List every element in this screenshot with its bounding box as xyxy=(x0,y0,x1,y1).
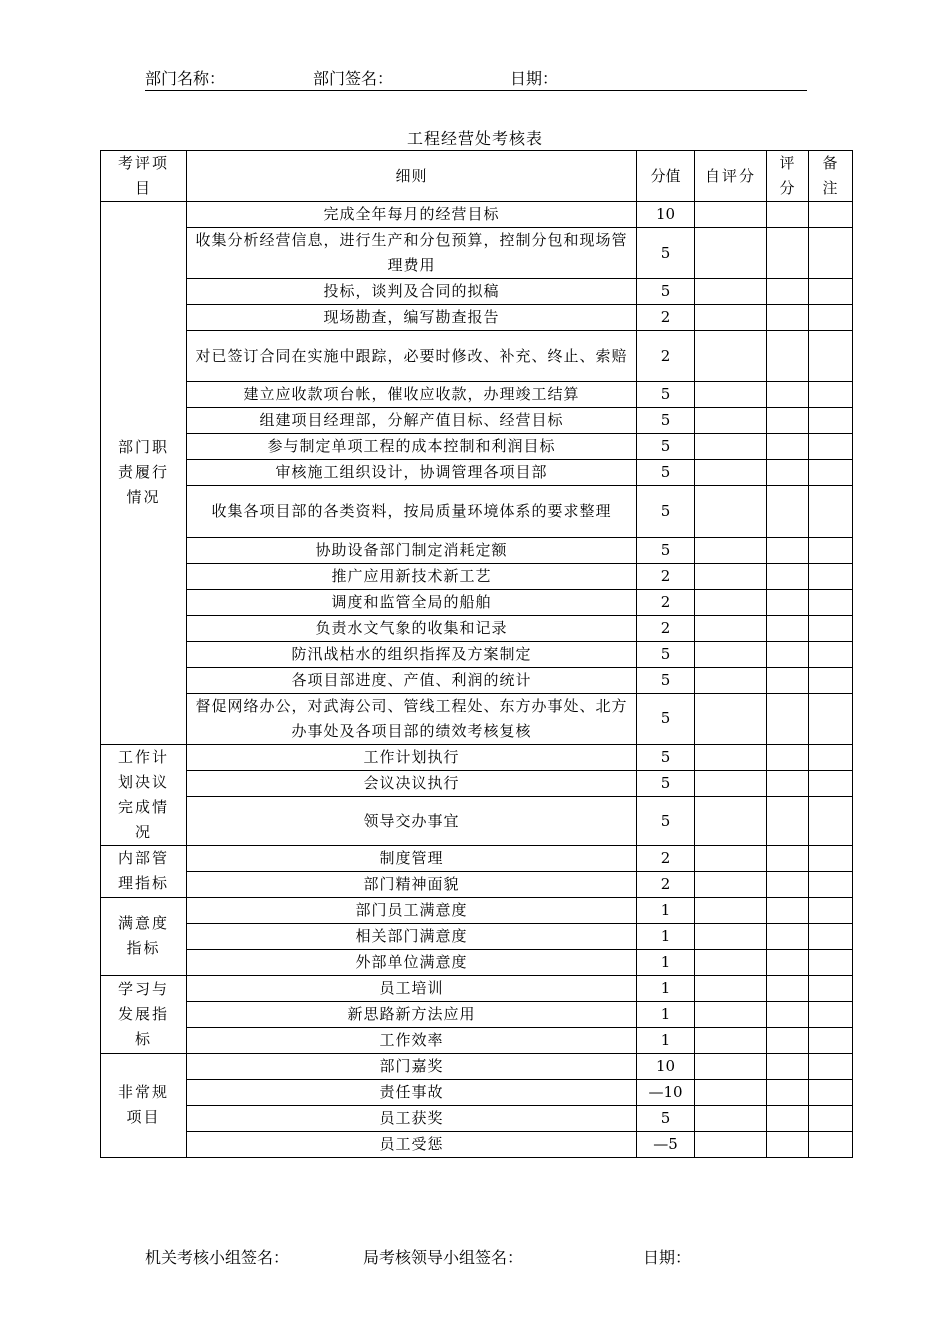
col-header-category: 考评项目 xyxy=(101,151,187,202)
table-row xyxy=(101,1053,853,1079)
footer-line xyxy=(145,1245,845,1269)
remark-cell[interactable] xyxy=(809,845,853,871)
remark-cell[interactable] xyxy=(809,279,853,305)
col-header-remark: 备注 xyxy=(809,151,853,202)
self-score-cell[interactable] xyxy=(695,845,767,871)
category-cell: 非常规项目 xyxy=(101,1053,187,1157)
table-row xyxy=(101,460,853,486)
rating-cell[interactable] xyxy=(767,797,809,846)
rating-cell[interactable] xyxy=(767,305,809,331)
table-row xyxy=(101,949,853,975)
table-row xyxy=(101,434,853,460)
rating-cell[interactable] xyxy=(767,949,809,975)
rating-cell[interactable] xyxy=(767,434,809,460)
self-score-cell[interactable] xyxy=(695,771,767,797)
detail-cell: 收集各项目部的各类资料，按局质量环境体系的要求整理 xyxy=(187,486,637,537)
remark-cell[interactable] xyxy=(809,949,853,975)
detail-cell: 员工受惩 xyxy=(187,1131,637,1157)
rating-cell[interactable] xyxy=(767,563,809,589)
remark-cell[interactable] xyxy=(809,331,853,382)
remark-cell[interactable] xyxy=(809,228,853,279)
score-cell: 10 xyxy=(637,1053,695,1079)
detail-cell: 责任事故 xyxy=(187,1079,637,1105)
remark-cell[interactable] xyxy=(809,1027,853,1053)
rating-cell[interactable] xyxy=(767,871,809,897)
self-score-cell[interactable] xyxy=(695,1079,767,1105)
rating-cell[interactable] xyxy=(767,975,809,1001)
table-row xyxy=(101,537,853,563)
self-score-cell[interactable] xyxy=(695,228,767,279)
score-cell: 1 xyxy=(637,1001,695,1027)
remark-cell[interactable] xyxy=(809,486,853,537)
detail-cell: 参与制定单项工程的成本控制和利润目标 xyxy=(187,434,637,460)
page-title: 工程经营处考核表 xyxy=(406,129,543,148)
self-score-cell[interactable] xyxy=(695,871,767,897)
detail-cell: 制度管理 xyxy=(187,845,637,871)
detail-cell: 协助设备部门制定消耗定额 xyxy=(187,537,637,563)
self-score-cell[interactable] xyxy=(695,797,767,846)
remark-cell[interactable] xyxy=(809,641,853,667)
dept-sign-label: 部门签名： xyxy=(313,69,394,88)
self-score-cell[interactable] xyxy=(695,279,767,305)
detail-cell: 部门员工满意度 xyxy=(187,897,637,923)
score-cell: 2 xyxy=(637,331,695,382)
remark-cell[interactable] xyxy=(809,871,853,897)
self-score-cell[interactable] xyxy=(695,305,767,331)
score-cell: 5 xyxy=(637,228,695,279)
table-row xyxy=(101,845,853,871)
category-cell: 学习与发展指标 xyxy=(101,975,187,1053)
table-row xyxy=(101,641,853,667)
table-row xyxy=(101,202,853,228)
table-row xyxy=(101,975,853,1001)
table-row xyxy=(101,279,853,305)
self-score-cell[interactable] xyxy=(695,975,767,1001)
score-cell: 5 xyxy=(637,279,695,305)
rating-cell[interactable] xyxy=(767,382,809,408)
score-cell: 5 xyxy=(637,744,695,770)
remark-cell[interactable] xyxy=(809,975,853,1001)
rating-cell[interactable] xyxy=(767,1027,809,1053)
remark-cell[interactable] xyxy=(809,537,853,563)
rating-cell[interactable] xyxy=(767,1001,809,1027)
table-row xyxy=(101,797,853,846)
self-score-cell[interactable] xyxy=(695,923,767,949)
col-header-self-score: 自评分 xyxy=(695,151,767,202)
table-row xyxy=(101,228,853,279)
self-score-cell[interactable] xyxy=(695,744,767,770)
table-header-row xyxy=(101,151,853,202)
table-row xyxy=(101,615,853,641)
score-cell: 2 xyxy=(637,305,695,331)
score-cell: 2 xyxy=(637,871,695,897)
rating-cell[interactable] xyxy=(767,744,809,770)
self-score-cell[interactable] xyxy=(695,1027,767,1053)
score-cell: 1 xyxy=(637,1027,695,1053)
rating-cell[interactable] xyxy=(767,615,809,641)
score-cell: 5 xyxy=(637,641,695,667)
detail-cell: 推广应用新技术新工艺 xyxy=(187,563,637,589)
self-score-cell[interactable] xyxy=(695,667,767,693)
detail-cell: 外部单位满意度 xyxy=(187,949,637,975)
self-score-cell[interactable] xyxy=(695,486,767,537)
score-cell: 5 xyxy=(637,434,695,460)
score-cell: 5 xyxy=(637,460,695,486)
score-cell: 10 xyxy=(637,202,695,228)
col-header-score: 分值 xyxy=(637,151,695,202)
remark-cell[interactable] xyxy=(809,1131,853,1157)
col-header-detail: 细则 xyxy=(187,151,637,202)
self-score-cell[interactable] xyxy=(695,1053,767,1079)
dept-name-label: 部门名称： xyxy=(145,69,226,88)
self-score-cell[interactable] xyxy=(695,563,767,589)
date-label: 日期： xyxy=(510,69,559,88)
detail-cell: 领导交办事宜 xyxy=(187,797,637,846)
table-row xyxy=(101,408,853,434)
table-row xyxy=(101,1001,853,1027)
table-row xyxy=(101,1027,853,1053)
score-cell: 5 xyxy=(637,486,695,537)
self-score-cell[interactable] xyxy=(695,949,767,975)
remark-cell[interactable] xyxy=(809,460,853,486)
table-row xyxy=(101,305,853,331)
detail-cell: 对已签订合同在实施中跟踪，必要时修改、补充、终止、索赔 xyxy=(187,331,637,382)
table-row xyxy=(101,1079,853,1105)
table-row xyxy=(101,1131,853,1157)
rating-cell[interactable] xyxy=(767,1131,809,1157)
assessment-table xyxy=(100,150,853,1158)
rating-cell[interactable] xyxy=(767,1053,809,1079)
self-score-cell[interactable] xyxy=(695,1001,767,1027)
self-score-cell[interactable] xyxy=(695,897,767,923)
score-cell: 1 xyxy=(637,975,695,1001)
table-row xyxy=(101,693,853,744)
score-cell: 2 xyxy=(637,845,695,871)
category-cell: 满意度指标 xyxy=(101,897,187,975)
detail-cell: 工作效率 xyxy=(187,1027,637,1053)
category-cell: 工作计划决议完成情况 xyxy=(101,744,187,845)
rating-cell[interactable] xyxy=(767,641,809,667)
score-cell: 5 xyxy=(637,408,695,434)
remark-cell[interactable] xyxy=(809,615,853,641)
rating-cell[interactable] xyxy=(767,771,809,797)
remark-cell[interactable] xyxy=(809,1053,853,1079)
table-row xyxy=(101,667,853,693)
self-score-cell[interactable] xyxy=(695,537,767,563)
table-row xyxy=(101,563,853,589)
rating-cell[interactable] xyxy=(767,408,809,434)
rating-cell[interactable] xyxy=(767,1105,809,1131)
detail-cell: 员工培训 xyxy=(187,975,637,1001)
score-cell: 5 xyxy=(637,667,695,693)
category-cell: 部门职责履行情况 xyxy=(101,202,187,745)
assessment-table-body xyxy=(101,151,853,1158)
rating-cell[interactable] xyxy=(767,667,809,693)
self-score-cell[interactable] xyxy=(695,615,767,641)
detail-cell: 督促网络办公，对武海公司、管线工程处、东方办事处、北方办事处及各项目部的绩效考核复核 xyxy=(187,693,637,744)
bureau-sign-label: 局考核领导小组签名： xyxy=(363,1248,524,1267)
rating-cell[interactable] xyxy=(767,589,809,615)
self-score-cell[interactable] xyxy=(695,202,767,228)
self-score-cell[interactable] xyxy=(695,331,767,382)
remark-cell[interactable] xyxy=(809,797,853,846)
table-row xyxy=(101,1105,853,1131)
remark-cell[interactable] xyxy=(809,744,853,770)
detail-cell: 投标，谈判及合同的拟稿 xyxy=(187,279,637,305)
rating-cell[interactable] xyxy=(767,693,809,744)
remark-cell[interactable] xyxy=(809,563,853,589)
detail-cell: 员工获奖 xyxy=(187,1105,637,1131)
remark-cell[interactable] xyxy=(809,202,853,228)
score-cell: 5 xyxy=(637,1105,695,1131)
detail-cell: 审核施工组织设计，协调管理各项目部 xyxy=(187,460,637,486)
category-cell: 内部管理指标 xyxy=(101,845,187,897)
rating-cell[interactable] xyxy=(767,460,809,486)
remark-cell[interactable] xyxy=(809,305,853,331)
score-cell: 5 xyxy=(637,382,695,408)
header-line xyxy=(145,66,807,91)
score-cell: 1 xyxy=(637,923,695,949)
detail-cell: 相关部门满意度 xyxy=(187,923,637,949)
rating-cell[interactable] xyxy=(767,537,809,563)
detail-cell: 负责水文气象的收集和记录 xyxy=(187,615,637,641)
org-sign-label: 机关考核小组签名： xyxy=(145,1248,290,1267)
table-row xyxy=(101,744,853,770)
rating-cell[interactable] xyxy=(767,923,809,949)
self-score-cell[interactable] xyxy=(695,460,767,486)
footer-date-label: 日期： xyxy=(643,1248,692,1267)
detail-cell: 调度和监管全局的船舶 xyxy=(187,589,637,615)
score-cell: 5 xyxy=(637,797,695,846)
detail-cell: 建立应收款项台帐，催收应收款，办理竣工结算 xyxy=(187,382,637,408)
detail-cell: 部门精神面貌 xyxy=(187,871,637,897)
remark-cell[interactable] xyxy=(809,693,853,744)
remark-cell[interactable] xyxy=(809,897,853,923)
remark-cell[interactable] xyxy=(809,923,853,949)
rating-cell[interactable] xyxy=(767,1079,809,1105)
remark-cell[interactable] xyxy=(809,1001,853,1027)
table-row xyxy=(101,382,853,408)
score-cell: 5 xyxy=(637,693,695,744)
rating-cell[interactable] xyxy=(767,331,809,382)
remark-cell[interactable] xyxy=(809,1105,853,1131)
table-row xyxy=(101,331,853,382)
self-score-cell[interactable] xyxy=(695,589,767,615)
detail-cell: 会议决议执行 xyxy=(187,771,637,797)
self-score-cell[interactable] xyxy=(695,693,767,744)
detail-cell: 收集分析经营信息，进行生产和分包预算，控制分包和现场管理费用 xyxy=(187,228,637,279)
remark-cell[interactable] xyxy=(809,1079,853,1105)
remark-cell[interactable] xyxy=(809,408,853,434)
score-cell: 2 xyxy=(637,563,695,589)
score-cell: 5 xyxy=(637,771,695,797)
detail-cell: 工作计划执行 xyxy=(187,744,637,770)
detail-cell: 组建项目经理部，分解产值目标、经营目标 xyxy=(187,408,637,434)
detail-cell: 防汛战枯水的组织指挥及方案制定 xyxy=(187,641,637,667)
table-row xyxy=(101,486,853,537)
detail-cell: 新思路新方法应用 xyxy=(187,1001,637,1027)
score-cell: —5 xyxy=(637,1131,695,1157)
self-score-cell[interactable] xyxy=(695,1131,767,1157)
col-header-rating: 评分 xyxy=(767,151,809,202)
score-cell: 1 xyxy=(637,949,695,975)
rating-cell[interactable] xyxy=(767,897,809,923)
remark-cell[interactable] xyxy=(809,434,853,460)
rating-cell[interactable] xyxy=(767,845,809,871)
table-row xyxy=(101,589,853,615)
table-row xyxy=(101,897,853,923)
remark-cell[interactable] xyxy=(809,771,853,797)
remark-cell[interactable] xyxy=(809,382,853,408)
detail-cell: 各项目部进度、产值、利润的统计 xyxy=(187,667,637,693)
rating-cell[interactable] xyxy=(767,228,809,279)
rating-cell[interactable] xyxy=(767,486,809,537)
self-score-cell[interactable] xyxy=(695,641,767,667)
remark-cell[interactable] xyxy=(809,589,853,615)
score-cell: 2 xyxy=(637,615,695,641)
rating-cell[interactable] xyxy=(767,279,809,305)
detail-cell: 部门嘉奖 xyxy=(187,1053,637,1079)
self-score-cell[interactable] xyxy=(695,434,767,460)
score-cell: 5 xyxy=(637,537,695,563)
detail-cell: 现场勘查，编写勘查报告 xyxy=(187,305,637,331)
table-row xyxy=(101,771,853,797)
score-cell: 1 xyxy=(637,897,695,923)
detail-cell: 完成全年每月的经营目标 xyxy=(187,202,637,228)
self-score-cell[interactable] xyxy=(695,1105,767,1131)
table-row xyxy=(101,923,853,949)
self-score-cell[interactable] xyxy=(695,382,767,408)
self-score-cell[interactable] xyxy=(695,408,767,434)
rating-cell[interactable] xyxy=(767,202,809,228)
table-row xyxy=(101,871,853,897)
remark-cell[interactable] xyxy=(809,667,853,693)
score-cell: 2 xyxy=(637,589,695,615)
score-cell: —10 xyxy=(637,1079,695,1105)
